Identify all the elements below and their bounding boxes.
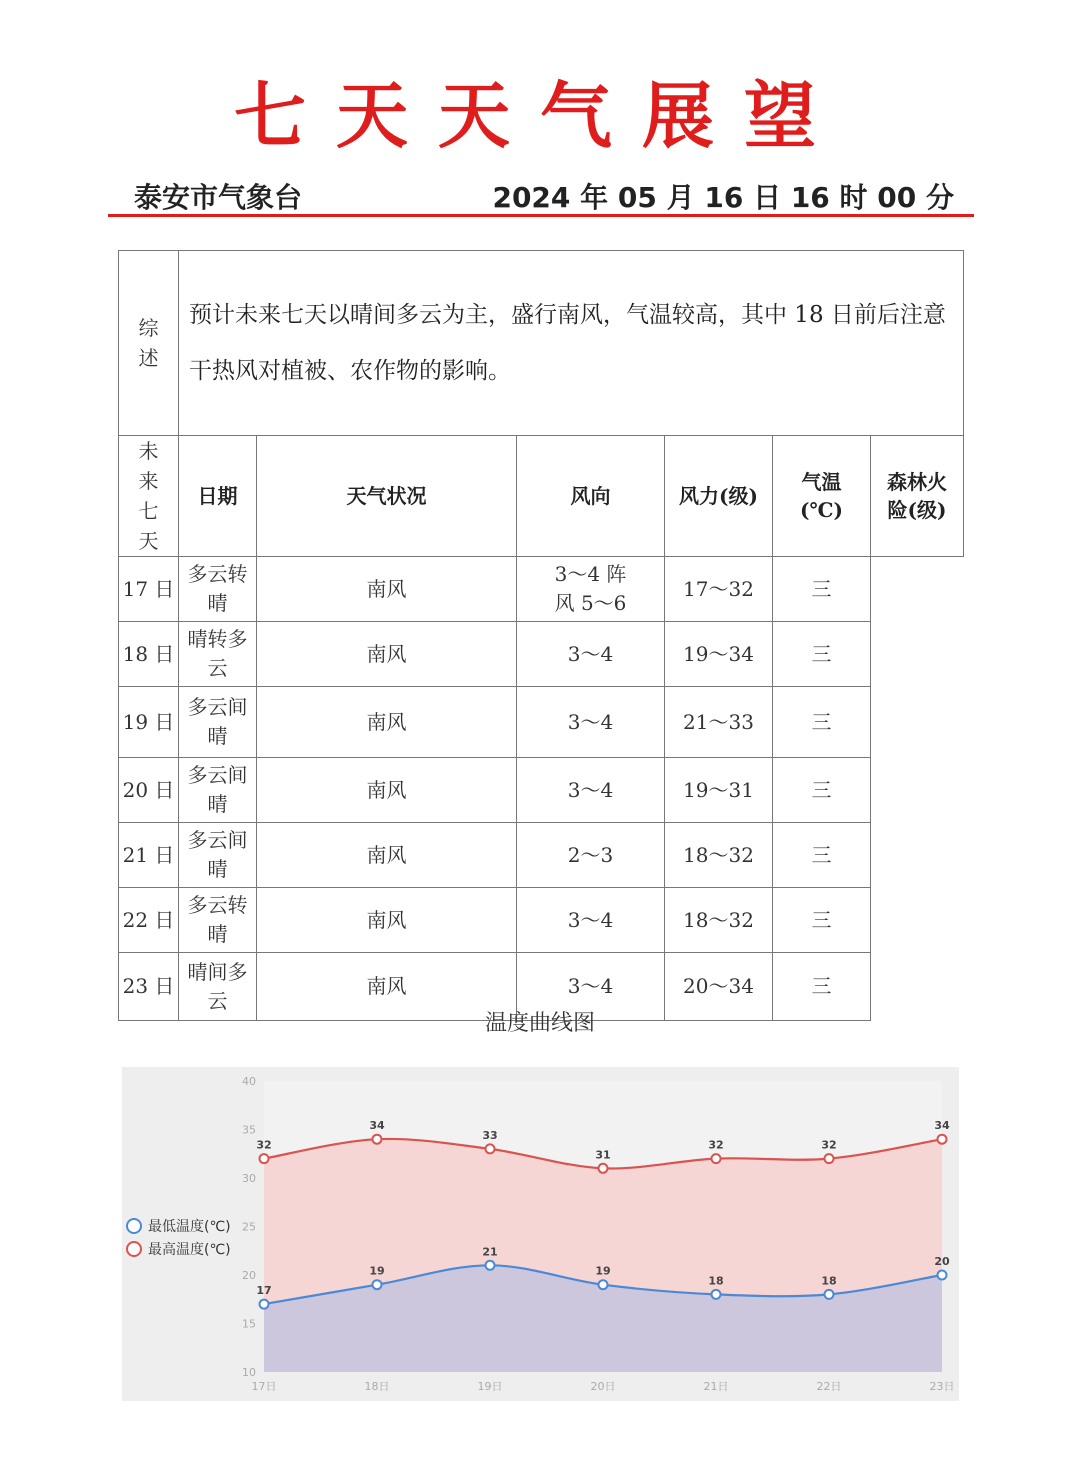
legend-label: 最低温度(℃) (148, 1218, 231, 1235)
temperature-chart-svg (122, 1067, 959, 1401)
data-point (260, 1300, 269, 1309)
data-label: 18 (821, 1274, 837, 1288)
y-tick-label: 30 (242, 1172, 256, 1185)
row-temperature: 19～31 (665, 758, 773, 823)
row-weather: 多云转晴 (179, 557, 257, 622)
row-date: 22 日 (119, 888, 179, 953)
x-tick-label: 23日 (929, 1380, 955, 1393)
data-point (712, 1290, 721, 1299)
row-wind-direction: 南风 (257, 557, 517, 622)
header-row (110, 172, 972, 212)
summary-text: 预计未来七天以晴间多云为主，盛行南风，气温较高，其中 18 日前后注意干热风对植被、农作物的影响。 (179, 251, 964, 436)
data-point (373, 1135, 382, 1144)
legend-marker-icon (126, 1241, 142, 1257)
data-point (938, 1135, 947, 1144)
data-point (938, 1271, 947, 1280)
row-wind-force: 3～4 阵 风 5～6 (517, 557, 665, 622)
row-wind-direction: 南风 (257, 888, 517, 953)
header-wind-force: 风力(级) (665, 436, 773, 557)
legend-label: 最高温度(℃) (148, 1241, 231, 1258)
data-point (712, 1154, 721, 1163)
row-wind-direction: 南风 (257, 758, 517, 823)
page-title: 七天天气展望 (233, 73, 846, 158)
row-date: 18 日 (119, 622, 179, 687)
row-date: 23 日 (119, 953, 179, 1021)
data-label: 19 (595, 1264, 611, 1278)
legend-marker-icon (126, 1218, 142, 1234)
data-label: 21 (482, 1245, 498, 1259)
legend-item (126, 1237, 231, 1260)
y-tick-label: 40 (242, 1075, 256, 1088)
y-tick-label: 25 (242, 1220, 256, 1234)
y-tick-label: 20 (242, 1269, 256, 1282)
data-label: 19 (369, 1264, 385, 1278)
forecast-row (119, 557, 964, 622)
forecast-table (118, 250, 964, 1021)
row-wind-force: 3～4 (517, 622, 665, 687)
row-weather: 多云间晴 (179, 758, 257, 823)
data-label: 33 (482, 1128, 498, 1142)
x-tick-label: 21日 (703, 1380, 729, 1393)
row-weather: 晴间多云 (179, 953, 257, 1021)
row-fire-risk: 三 (773, 953, 871, 1021)
data-point (486, 1144, 495, 1153)
header-wind-direction: 风向 (517, 436, 665, 557)
header-weather: 天气状况 (257, 436, 517, 557)
row-wind-direction: 南风 (257, 953, 517, 1021)
row-wind-direction: 南风 (257, 823, 517, 888)
data-label: 20 (934, 1255, 950, 1268)
row-temperature: 20～34 (665, 953, 773, 1021)
row-wind-force: 3～4 (517, 687, 665, 758)
row-weather: 多云转晴 (179, 888, 257, 953)
data-label: 17 (256, 1284, 272, 1298)
row-fire-risk: 三 (773, 687, 871, 758)
forecast-row (119, 888, 964, 953)
data-label: 32 (821, 1138, 837, 1152)
forecast-label: 未 来 七 天 (119, 436, 179, 557)
row-date: 19 日 (119, 687, 179, 758)
row-weather: 多云间晴 (179, 687, 257, 758)
data-point (599, 1280, 608, 1289)
summary-label: 综 述 (119, 251, 179, 436)
row-temperature: 21～33 (665, 687, 773, 758)
header-divider (108, 214, 974, 217)
data-point (825, 1154, 834, 1163)
row-temperature: 19～34 (665, 622, 773, 687)
row-wind-force: 3～4 (517, 953, 665, 1021)
row-temperature: 18～32 (665, 888, 773, 953)
data-label: 31 (595, 1148, 611, 1162)
data-label: 32 (256, 1138, 272, 1152)
chart-legend (126, 1214, 231, 1260)
row-temperature: 18～32 (665, 823, 773, 888)
temperature-chart (122, 1067, 959, 1401)
y-tick-label: 35 (242, 1123, 256, 1137)
y-tick-label: 15 (242, 1317, 256, 1331)
row-wind-force: 3～4 (517, 888, 665, 953)
data-point (373, 1280, 382, 1289)
row-fire-risk: 三 (773, 888, 871, 953)
data-label: 34 (934, 1119, 950, 1133)
header-fire-risk: 森林火 险(级) (871, 436, 964, 557)
row-wind-force: 3～4 (517, 758, 665, 823)
header-date: 日期 (179, 436, 257, 557)
row-temperature: 17～32 (665, 557, 773, 622)
data-label: 34 (369, 1119, 385, 1133)
agency-name: 泰安市气象台 (134, 181, 303, 214)
y-tick-label: 10 (242, 1366, 256, 1379)
x-tick-label: 17日 (251, 1380, 277, 1393)
row-wind-direction: 南风 (257, 622, 517, 687)
forecast-row (119, 823, 964, 888)
data-point (599, 1164, 608, 1173)
forecast-row (119, 758, 964, 823)
row-fire-risk: 三 (773, 758, 871, 823)
forecast-row (119, 622, 964, 687)
row-fire-risk: 三 (773, 557, 871, 622)
row-date: 20 日 (119, 758, 179, 823)
header-temperature: 气温 (℃) (773, 436, 871, 557)
data-label: 32 (708, 1138, 724, 1152)
row-date: 21 日 (119, 823, 179, 888)
row-fire-risk: 三 (773, 622, 871, 687)
x-tick-label: 19日 (477, 1380, 503, 1393)
forecast-row (119, 687, 964, 758)
issue-time: 2024 年 05 月 16 日 16 时 00 分 (492, 181, 954, 214)
x-tick-label: 20日 (590, 1380, 616, 1393)
data-label: 18 (708, 1274, 724, 1288)
row-fire-risk: 三 (773, 823, 871, 888)
legend-item (126, 1214, 231, 1237)
row-wind-force: 2～3 (517, 823, 665, 888)
row-weather: 晴转多云 (179, 622, 257, 687)
x-tick-label: 22日 (816, 1380, 842, 1393)
data-point (486, 1261, 495, 1270)
row-weather: 多云间晴 (179, 823, 257, 888)
data-point (260, 1154, 269, 1163)
data-point (825, 1290, 834, 1299)
x-tick-label: 18日 (364, 1380, 390, 1393)
row-date: 17 日 (119, 557, 179, 622)
chart-caption: 温度曲线图 (484, 1011, 595, 1036)
row-wind-direction: 南风 (257, 687, 517, 758)
